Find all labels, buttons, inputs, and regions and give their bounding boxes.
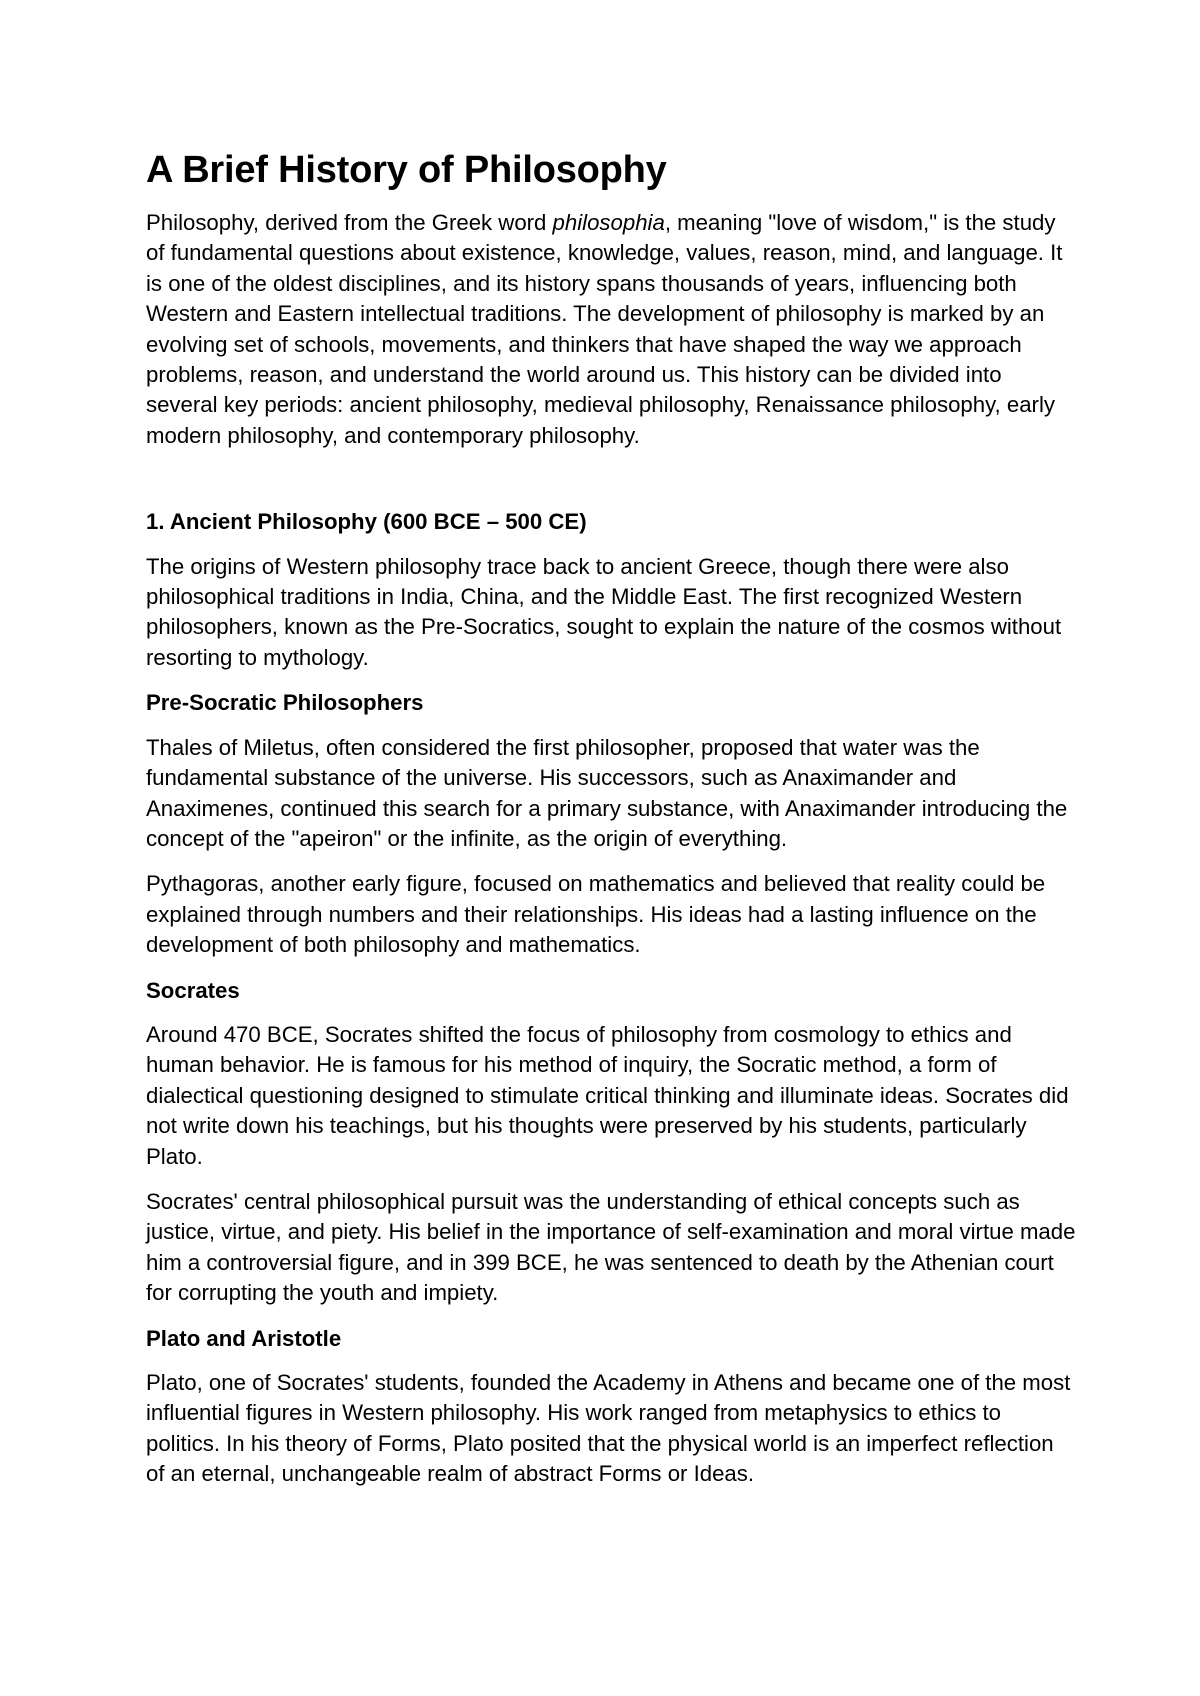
plato-paragraph-1: Plato, one of Socrates' students, founded the Academy in Athens and became one of the most influential figures in Western philosophy. His work ranged from metaphysics to ethics to politics. In his theory of Forms, Plato posited that the physical world is an imperfect reflection of an eternal, unchangeable realm of abstract Forms or Ideas. (146, 1370, 1071, 1487)
socrates-paragraph-2: Socrates' central philosophical pursuit was the understanding of ethical concepts such as justice, virtue, and piety. His belief in the importance of self-examination and moral virtue made him a controversial figure, and in 399 BCE, he was sentenced to death by the Athenian court for corrupting the youth and impiety. (146, 1188, 1076, 1306)
subheading-presocratic: Pre-Socratic Philosophers (146, 690, 424, 716)
subheading-socrates: Socrates (146, 977, 240, 1003)
intro-text-end: , meaning "love of wisdom," is the study of fundamental questions about existence, knowledge, values, reason, mind, and language. It is one of the oldest disciplines, and its history spans thousands of years, influencing both Western and Eastern intellectual traditions. The development of philosophy is marked by an evolving set of schools, movements, and thinkers that have shaped the way we approach problems, reason, and understand the world around us. This history can be divided into several key periods: ancient philosophy, medieval philosophy, Renaissance philosophy, early modern philosophy, and contemporary philosophy. (146, 210, 1063, 448)
ancient-paragraph: The origins of Western philosophy trace back to ancient Greece, though there were also philosophical traditions in India, China, and the Middle East. The first recognized Western philosophers, known as the Pre-Socratics, sought to explain the nature of the cosmos without resorting to mythology. (146, 553, 1062, 670)
socrates-paragraph-1: Around 470 BCE, Socrates shifted the focus of philosophy from cosmology to ethics and human behavior. He is famous for his method of inquiry, the Socratic method, a form of dialectical questioning designed to stimulate critical thinking and illuminate ideas. Socrates did not write down his teachings, but his thoughts were preserved by his students, particularly Plato. (146, 1021, 1069, 1169)
document-title: A Brief History of Philosophy (146, 149, 667, 191)
presocratic-paragraph-2: Pythagoras, another early figure, focused on mathematics and believed that reality could be explained through numbers and their relationships. His ideas had a lasting influence on the development of both philosophy and mathematics. (146, 871, 1046, 958)
intro-term: philosophia (552, 210, 665, 235)
document-page (146, 146, 1076, 1505)
section-heading-ancient: 1. Ancient Philosophy (600 BCE – 500 CE) (146, 509, 587, 535)
intro-paragraph (146, 208, 1076, 451)
presocratic-paragraph-1: Thales of Miletus, often considered the first philosopher, proposed that water was the fundamental substance of the universe. His successors, such as Anaximander and Anaximenes, continued this search for a primary substance, with Anaximander introducing the concept of the "apeiron" or the infinite, as the origin of everything. (146, 734, 1068, 851)
subheading-plato-aristotle: Plato and Aristotle (146, 1325, 342, 1351)
intro-text-start: Philosophy, derived from the Greek word (146, 210, 553, 235)
